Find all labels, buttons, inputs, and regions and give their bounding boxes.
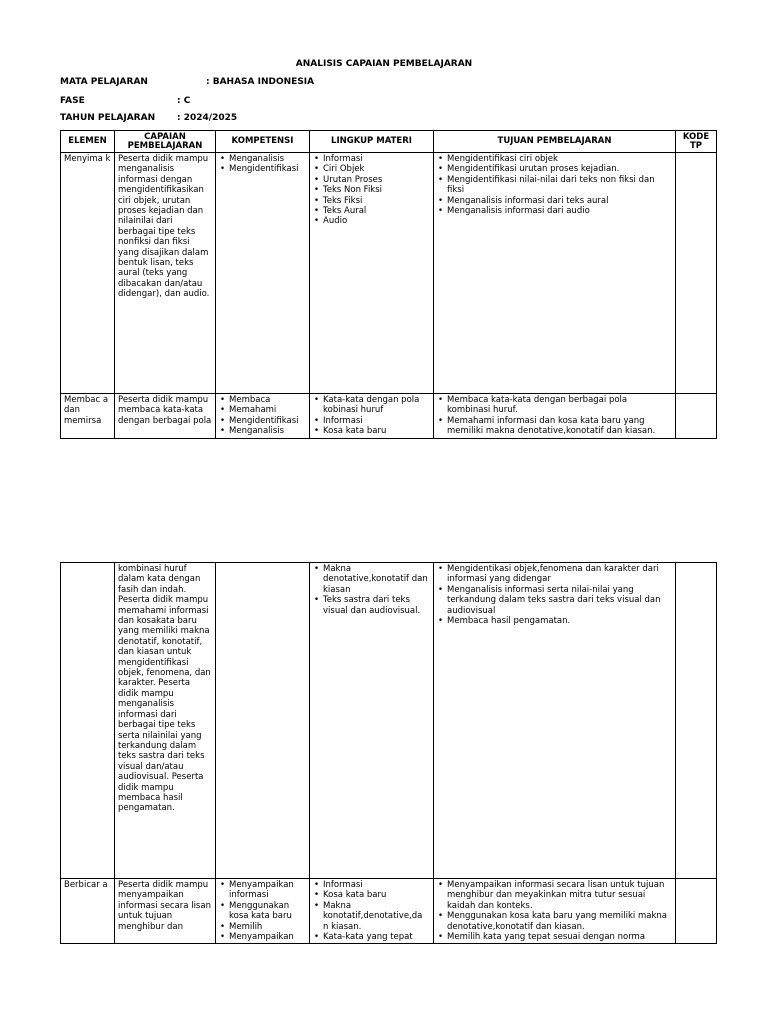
header-capaian: CAPAIAN PEMBELAJARAN — [115, 131, 216, 153]
list-item: • Membaca kata-kata dengan berbagai pola kombinasi huruf. — [437, 395, 672, 416]
list-item: • Memilih kata yang tepat sesuai dengan norma — [437, 932, 672, 942]
list-item: • Ciri Objek — [313, 164, 430, 174]
list-item: • Kosa kata baru — [313, 890, 430, 900]
cell-kompetensi — [216, 563, 310, 879]
cell-kode — [676, 879, 717, 944]
list-item: • Menyampaikan — [219, 932, 306, 942]
list-item: • Informasi — [313, 880, 430, 890]
meta-phase-label: FASE — [60, 96, 85, 106]
list-item: • Menggunakan kosa kata baru — [219, 901, 306, 922]
cell-lingkup — [310, 394, 434, 439]
table-row — [61, 394, 717, 439]
cell-kompetensi — [216, 879, 310, 944]
list-item: • Informasi — [313, 416, 430, 426]
list-item: • Membaca hasil pengamatan. — [437, 616, 672, 626]
list-item: • Informasi — [313, 154, 430, 164]
analysis-table-page-1 — [60, 130, 717, 439]
meta-year-label: TAHUN PELAJARAN — [60, 113, 156, 123]
list-item: • Memahami informasi dan kosa kata baru yang memiliki makna denotative,konotatif dan kiasan. — [437, 416, 672, 437]
meta-year-value: : 2024/2025 — [177, 113, 238, 123]
table-header-row — [61, 131, 717, 153]
list-item: • Mengidentifikasi — [219, 416, 306, 426]
cell-tujuan — [434, 394, 676, 439]
table-row — [61, 879, 717, 944]
list-item: • Mengidentifikasi urutan proses kejadian. — [437, 164, 672, 174]
cell-capaian: Peserta didik mampu menyampaikan informasi secara lisan untuk tujuan menghibur dan — [115, 879, 216, 944]
cell-capaian: kombinasi huruf dalam kata dengan fasih dan indah. Peserta didik mampu memahami informasi dan kosakata baru yang memiliki makna denotatif, konotatif, dan kiasan untuk mengidentifikasi objek, fenomena, dan karakter. Peserta didik mampu menganalisis informasi dari berbagai tipe teks serta nilainilai yang terkandung dalam teks sastra dari teks visual dan/atau audiovisual. Peserta didik mampu membaca hasil pengamatan. — [115, 563, 216, 879]
meta-phase — [60, 96, 191, 106]
list-item: • Kata-kata yang tepat — [313, 932, 430, 942]
list-item: • Urutan Proses — [313, 175, 430, 185]
list-item: • Menganalisis informasi serta nilai-nilai yang terkandung dalam teks sastra dari teks visual dan audiovisual — [437, 585, 672, 616]
meta-year — [60, 113, 238, 123]
list-item: • Menggunakan kosa kata baru yang memiliki makna denotative,konotatif dan kiasan. — [437, 911, 672, 932]
list-item: • Menganalisis — [219, 154, 306, 164]
table-row — [61, 153, 717, 394]
table-row — [61, 563, 717, 879]
list-item: • Kosa kata baru — [313, 426, 430, 436]
list-item: • Mengidentifikasi ciri objek — [437, 154, 672, 164]
meta-subject — [60, 77, 315, 87]
meta-subject-label: MATA PELAJARAN — [60, 77, 148, 87]
cell-tujuan — [434, 153, 676, 394]
list-item: • Menyampaikan informasi secara lisan untuk tujuan menghibur dan meyakinkan mitra tutur sesuai kaidah dan konteks. — [437, 880, 672, 911]
analysis-table-page-2 — [60, 562, 717, 944]
cell-kode — [676, 394, 717, 439]
list-item: • Teks Fiksi — [313, 196, 430, 206]
list-item: • Memilih — [219, 922, 306, 932]
header-kode: KODE TP — [676, 131, 717, 153]
list-item: • Makna konotatif,denotative,da n kiasan. — [313, 901, 430, 932]
cell-capaian: Peserta didik mampu menganalisis informasi dengan mengidentifikasikan ciri objek, urutan proses kejadian dan nilainilai dari berbagai tipe teks nonfiksi dan fiksi yang disajikan dalam bentuk lisan, teks aural (teks yang dibacakan dan/atau didengar), dan audio. — [115, 153, 216, 394]
cell-capaian: Peserta didik mampu membaca kata-kata dengan berbagai pola — [115, 394, 216, 439]
cell-lingkup — [310, 879, 434, 944]
list-item: • Mengidentikasi objek,fenomena dan karakter dari informasi yang didengar — [437, 564, 672, 585]
cell-lingkup — [310, 153, 434, 394]
cell-kode — [676, 153, 717, 394]
list-item: • Mengidentifikasi — [219, 164, 306, 174]
list-item: • Teks Non Fiksi — [313, 185, 430, 195]
cell-elemen — [61, 563, 115, 879]
list-item: • Menganalisis informasi dari teks aural — [437, 196, 672, 206]
list-item: • Mengidentifikasi nilai-nilai dari teks non fiksi dan fiksi — [437, 175, 672, 196]
header-elemen: ELEMEN — [61, 131, 115, 153]
cell-elemen: Membac a dan memirsa — [61, 394, 115, 439]
meta-subject-value: : BAHASA INDONESIA — [206, 77, 315, 87]
list-item: • Menyampaikan informasi — [219, 880, 306, 901]
cell-elemen: Menyima k — [61, 153, 115, 394]
list-item: • Memahami — [219, 405, 306, 415]
document-title: ANALISIS CAPAIAN PEMBELAJARAN — [295, 59, 473, 69]
list-item: • Teks sastra dari teks visual dan audiovisual. — [313, 595, 430, 616]
list-item: • Membaca — [219, 395, 306, 405]
list-item: • Kata-kata dengan pola kobinasi huruf — [313, 395, 430, 416]
list-item: • Teks Aural — [313, 206, 430, 216]
header-lingkup: LINGKUP MATERI — [310, 131, 434, 153]
cell-lingkup — [310, 563, 434, 879]
list-item: • Menganalisis informasi dari audio — [437, 206, 672, 216]
cell-kompetensi — [216, 153, 310, 394]
header-tujuan: TUJUAN PEMBELAJARAN — [434, 131, 676, 153]
cell-elemen: Berbicar a — [61, 879, 115, 944]
list-item: • Makna denotative,konotatif dan kiasan — [313, 564, 430, 595]
header-kompetensi: KOMPETENSI — [216, 131, 310, 153]
cell-tujuan — [434, 563, 676, 879]
meta-phase-value: : C — [177, 96, 191, 106]
cell-kode — [676, 563, 717, 879]
cell-tujuan — [434, 879, 676, 944]
list-item: • Audio — [313, 216, 430, 226]
cell-kompetensi — [216, 394, 310, 439]
list-item: • Menganalisis — [219, 426, 306, 436]
